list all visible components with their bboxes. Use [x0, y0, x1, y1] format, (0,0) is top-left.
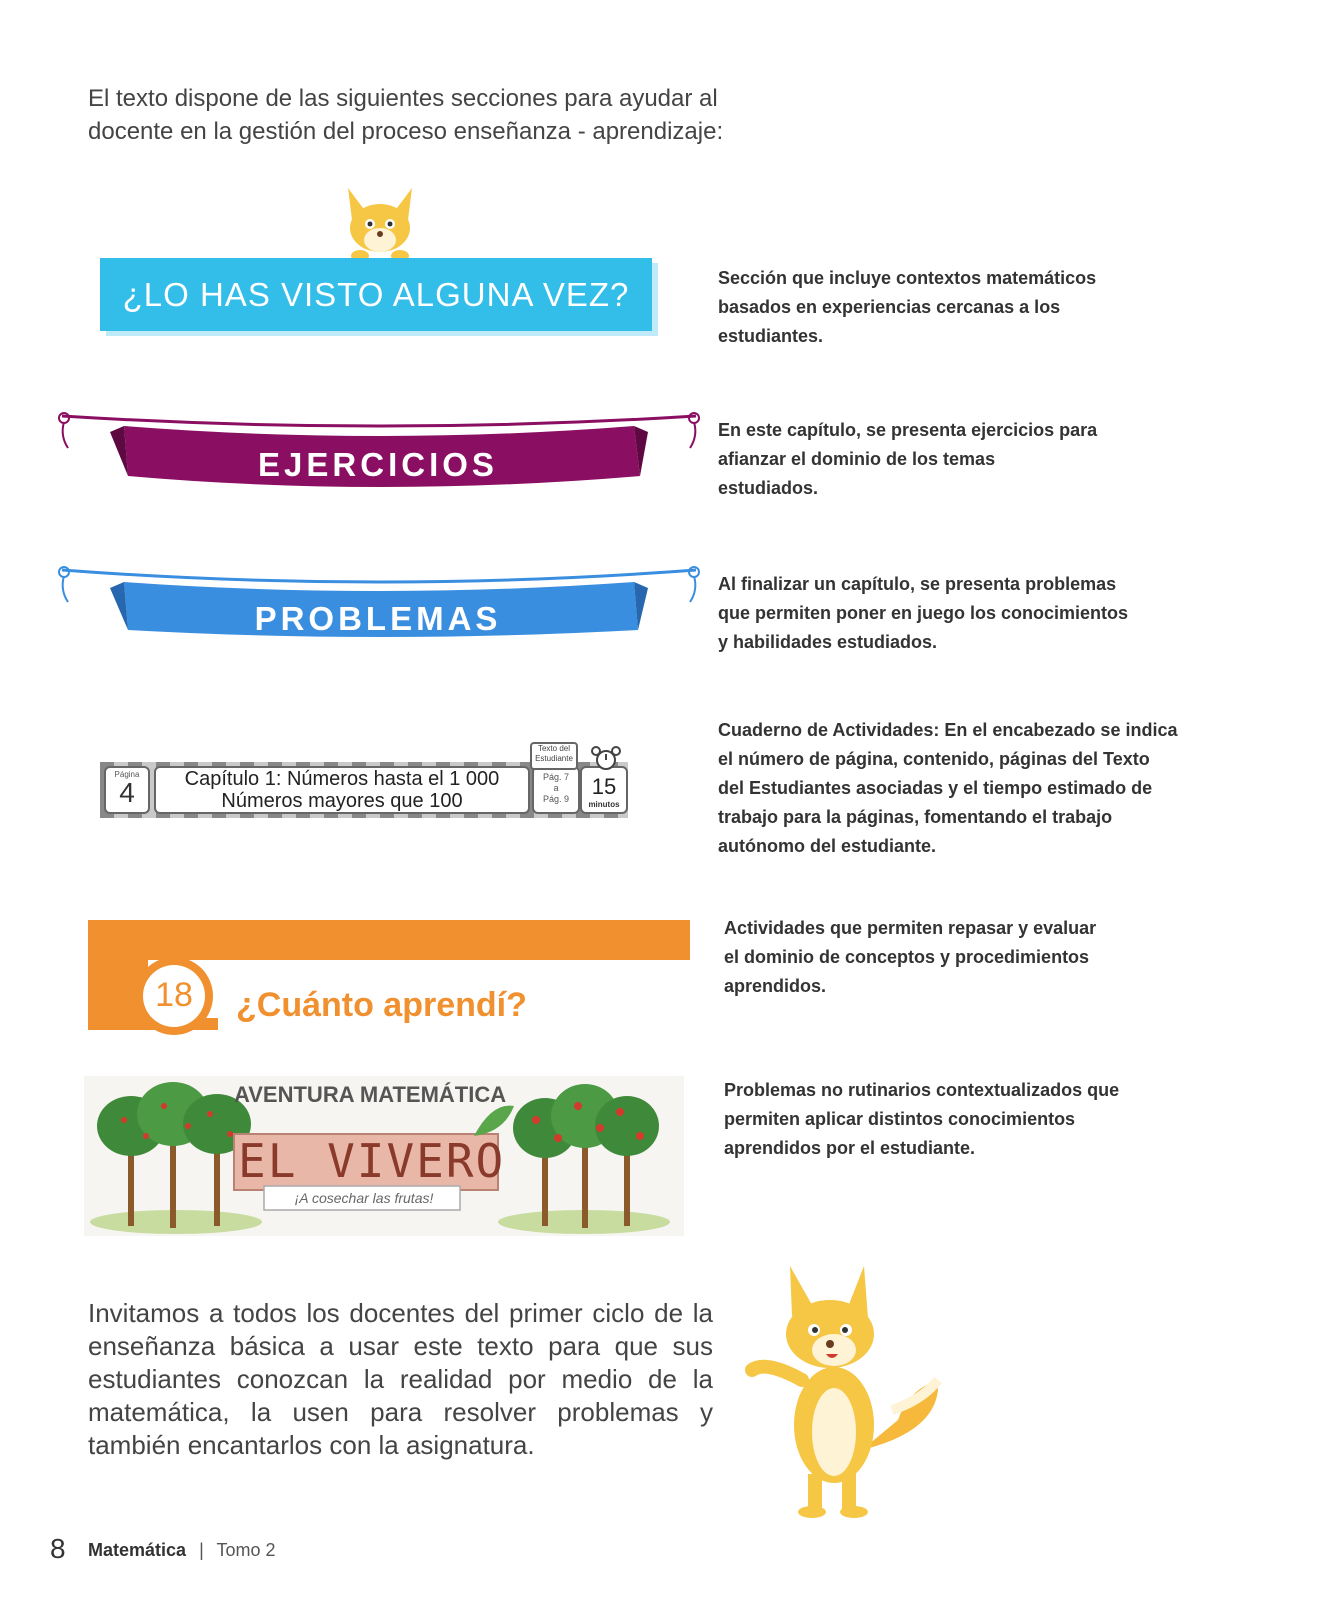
footer-page-number: 8	[50, 1533, 66, 1564]
ejercicios-description: En este capítulo, se presenta ejercicios para afianzar el dominio de los temas estudiados.	[718, 420, 1098, 498]
minutes-value: 15	[591, 774, 617, 799]
footer-subject: Matemática	[88, 1540, 187, 1560]
book-label-2: Estudiante	[535, 754, 573, 763]
pag-to: Pág. 9	[542, 794, 570, 804]
aventura-title: AVENTURA MATEMÁTICA	[234, 1082, 507, 1107]
chapter-box	[154, 766, 530, 814]
cuanto-description: Actividades que permiten repasar y evaluar el dominio de conceptos y procedimientos aprendidos.	[724, 918, 1097, 996]
cuaderno-description: Cuaderno de Actividades: En el encabezado se indica el número de página, contenido, páginas del Texto del Estudiantes asociadas y el tiempo estimado de trabajo para la páginas, fomentando el trabajo autónomo del estudiante.	[718, 720, 1178, 856]
book-icon	[530, 742, 578, 770]
closing-paragraph: Invitamos a todos los docentes del primer ciclo de la enseñanza básica a usar este texto para que sus estudiantes conozcan la realidad por medio de la matemática, la usen para resolver problemas y también encantarlos con la asignatura.	[88, 1298, 713, 1460]
cuaderno-header-example	[100, 762, 628, 818]
minutes-box	[580, 766, 628, 814]
minutes-label: minutos	[588, 800, 620, 809]
problemas-description: Al finalizar un capítulo, se presenta problemas que permiten poner en juego los conocimientos y habilidades estudiados.	[718, 574, 1129, 652]
footer-separator: |	[199, 1540, 204, 1560]
aventura-subtitle: ¡A cosechar las frutas!	[294, 1190, 434, 1206]
fox-peek-icon	[340, 186, 420, 262]
footer-label	[88, 1540, 275, 1561]
page-label: Página	[114, 770, 140, 779]
problemas-title: PROBLEMAS	[254, 600, 502, 637]
ejercicios-title: EJERCICIOS	[258, 446, 498, 483]
aventura-description: Problemas no rutinarios contextualizados que permiten aplicar distintos conocimientos aprendidos por el estudiante.	[724, 1080, 1120, 1158]
cuanto-title: ¿Cuánto aprendí?	[236, 986, 527, 1024]
page-number-box	[104, 766, 150, 814]
student-pages-box	[532, 766, 580, 814]
fox-waving-icon	[742, 1260, 952, 1520]
intro-paragraph: El texto dispone de las siguientes secciones para ayudar al docente en la gestión del proceso enseñanza - aprendizaje:	[88, 85, 724, 145]
aventura-name: EL VIVERO	[238, 1134, 506, 1188]
cuanto-number: 18	[155, 976, 193, 1014]
footer-volume: Tomo 2	[216, 1540, 276, 1560]
chapter-title: Capítulo 1: Números hasta el 1 000	[184, 768, 500, 790]
pag-a: a	[553, 783, 559, 793]
lohas-description: Sección que incluye contextos matemáticos basados en experiencias cercanas a los estudiantes.	[718, 268, 1097, 346]
book-label-1: Texto del	[537, 744, 571, 753]
alarm-clock-icon	[586, 746, 626, 770]
pag-from: Pág. 7	[542, 772, 570, 782]
chapter-topic: Números mayores que 100	[221, 790, 463, 812]
page-number: 4	[119, 777, 135, 808]
lohas-banner: ¿LO HAS VISTO ALGUNA VEZ?	[100, 258, 652, 331]
